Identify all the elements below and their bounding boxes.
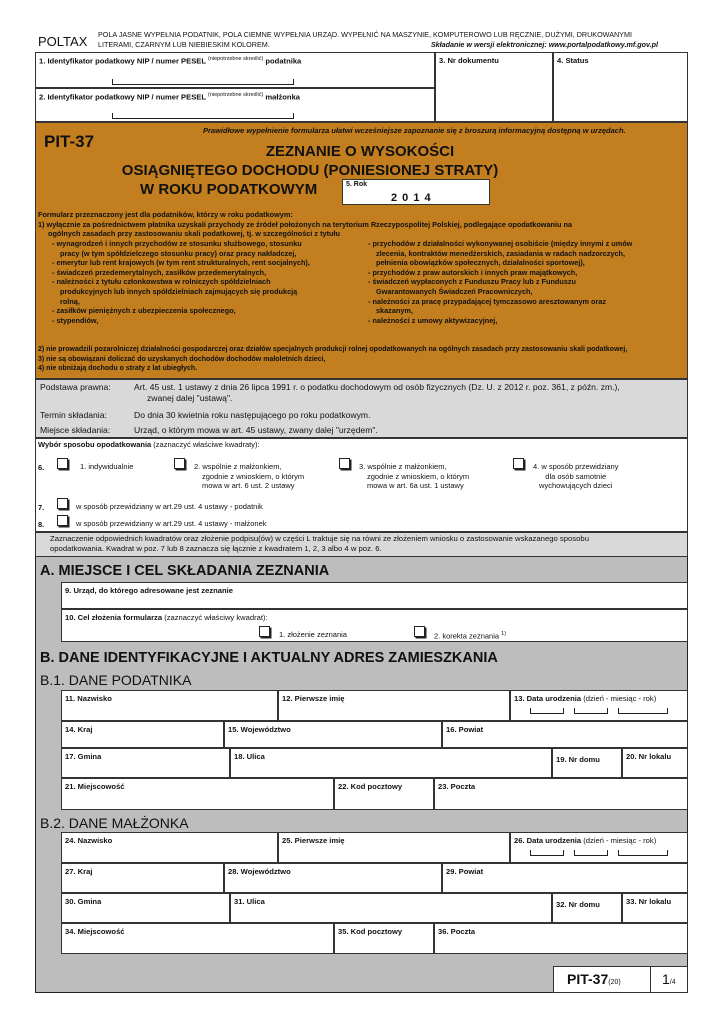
f10-hint: (zaznaczyć właściwy kwadrat): bbox=[164, 613, 268, 622]
f1-label: 1. Identyfikator podatkowy NIP / numer PESEL bbox=[39, 56, 206, 66]
purpose-right-item: Gwarantowanych Świadczeń Pracowniczych, bbox=[376, 286, 533, 296]
street-label: 18. Ulica bbox=[234, 752, 265, 761]
spouse-post-office-field[interactable] bbox=[434, 923, 688, 954]
surname-field[interactable] bbox=[61, 690, 278, 721]
flat-label: 20. Nr lokalu bbox=[626, 752, 672, 761]
spouse-dob-year bbox=[618, 850, 668, 856]
status-field bbox=[553, 52, 688, 122]
opt3-line: 3. wspólnie z małżonkiem, bbox=[359, 462, 447, 471]
purpose-text bbox=[38, 210, 683, 239]
opt3-line: zgodnie z wnioskiem, o którym bbox=[367, 471, 470, 481]
footer-page bbox=[662, 971, 676, 987]
form-purpose-field bbox=[61, 609, 688, 642]
section-b1-title: B.1. DANE PODATNIKA bbox=[40, 672, 192, 688]
spouse-flat-label: 33. Nr lokalu bbox=[626, 897, 672, 906]
form-code: PIT-37 bbox=[44, 132, 95, 151]
method-option-1-checkbox[interactable] bbox=[57, 458, 68, 469]
purpose-left-item: - należności z tytułu członkowstwa w rolniczych spółdzielniach bbox=[52, 277, 271, 287]
spouse-surname-field[interactable] bbox=[61, 832, 278, 863]
footer-divider bbox=[650, 967, 651, 992]
spouse-firstname-field[interactable] bbox=[278, 832, 510, 863]
purpose-left-item: - stypendiów, bbox=[52, 315, 99, 325]
surname-label: 11. Nazwisko bbox=[65, 694, 112, 703]
purpose-left-item: - świadczeń przedemerytalnych, zasiłków przedemerytalnych, bbox=[52, 267, 267, 277]
town-field[interactable] bbox=[61, 778, 334, 810]
spouse-town-label: 34. Miejscowość bbox=[65, 927, 125, 936]
country-label: 14. Kraj bbox=[65, 725, 93, 734]
form-title-2: OSIĄGNIĘTEGO DOCHODU (PONIESIONEJ STRATY) bbox=[121, 162, 499, 179]
spouse-dob-label: 26. Data urodzenia bbox=[514, 836, 582, 845]
spouse-birthdate-field[interactable] bbox=[510, 832, 688, 863]
spouse-house-label: 32. Nr domu bbox=[556, 900, 600, 909]
purpose-right-item: - przychodów z działalności wykonywanej osobiście (między innymi z umów bbox=[368, 239, 633, 248]
method-option-7: w sposób przewidziany w art.29 ust. 4 ustawy - podatnik bbox=[76, 502, 263, 511]
deadline-text: Do dnia 30 kwietnia roku następującego po roku podatkowym. bbox=[134, 410, 371, 420]
opt3-line: mowa w art. 6a ust. 1 ustawy bbox=[367, 481, 464, 490]
purpose-left-list bbox=[52, 239, 372, 325]
spouse-firstname-label: 25. Pierwsze imię bbox=[282, 836, 345, 845]
house-label: 19. Nr domu bbox=[556, 755, 600, 764]
form-title-1: ZEZNANIE O WYSOKOŚCI bbox=[265, 143, 455, 160]
birthdate-field[interactable] bbox=[510, 690, 688, 721]
purpose-left-item: - emerytur lub rent krajowych (w tym rent strukturalnych, rent socjalnych), bbox=[52, 258, 310, 268]
house-number-field[interactable] bbox=[552, 748, 622, 778]
purpose-p1: 1) wyłącznie za pośrednictwem płatnika uzyskali przychody ze źródeł położonych na terytorium Rzeczypospolitej Polskiej, podlegające opodatkowaniu na bbox=[38, 219, 573, 229]
commune-field[interactable] bbox=[61, 748, 230, 778]
spouse-postcode-field[interactable] bbox=[334, 923, 434, 954]
town-label: 21. Miejscowość bbox=[65, 782, 125, 791]
post-office-field[interactable] bbox=[434, 778, 688, 810]
spouse-commune-field[interactable] bbox=[61, 893, 230, 923]
footer-page-count: /4 bbox=[669, 979, 676, 986]
flat-number-field[interactable] bbox=[622, 748, 688, 778]
header-note-line2: LITERAMI, CZARNYM LUB NIEBIESKIM KOLOREM. bbox=[98, 40, 270, 49]
f2-sup: (niepotrzebne skreślić) bbox=[207, 92, 264, 98]
method-option-8-checkbox[interactable] bbox=[57, 515, 68, 526]
electronic-link[interactable]: Składanie w wersji elektronicznej: www.portalpodatkowy.mf.gov.pl bbox=[430, 40, 658, 49]
voivodeship-field[interactable] bbox=[224, 721, 442, 748]
deadline-label: Termin składania: bbox=[40, 410, 107, 420]
method-note bbox=[50, 534, 680, 554]
purpose-rest bbox=[38, 345, 686, 374]
method-option-4-checkbox[interactable] bbox=[513, 458, 524, 469]
taxpayer-id-field[interactable] bbox=[35, 52, 435, 88]
purpose-right-item: - należności za pracę przypadającej tymczasowo aresztowanym oraz bbox=[368, 296, 607, 306]
f1-tail: podatnika bbox=[265, 56, 302, 66]
spouse-post-label: 36. Poczta bbox=[438, 927, 476, 936]
spouse-commune-label: 30. Gmina bbox=[65, 897, 102, 906]
spouse-dob-day bbox=[530, 850, 564, 856]
id-ticks bbox=[112, 79, 294, 85]
purpose-right-item: - świadczeń wypłaconych z Funduszu Pracy lub z Funduszu bbox=[368, 277, 576, 287]
f4-label: 4. Status bbox=[557, 56, 589, 65]
method-option-2-checkbox[interactable] bbox=[174, 458, 185, 469]
purpose-right-item: zlecenia, kontraktów menedżerskich, zasiadania w radach nadzorczych, bbox=[376, 248, 625, 258]
purpose-p4: 4) nie obniżają dochodu o straty z lat ubiegłych. bbox=[38, 365, 198, 373]
purpose-intro: Formularz przeznaczony jest dla podatników, którzy w roku podatkowym: bbox=[38, 210, 293, 219]
footer-code bbox=[567, 971, 621, 987]
opt2-line: 2. wspólnie z małżonkiem, bbox=[194, 462, 282, 471]
opt2-line: mowa w art. 6 ust. 2 ustawy bbox=[202, 481, 295, 490]
spouse-country-field[interactable] bbox=[61, 863, 224, 893]
purpose-left-item: pracy (w tym spółdzielczego stosunku pracy) oraz pracy nakładczej, bbox=[60, 248, 297, 258]
method-label-hint: (zaznaczyć właściwe kwadraty): bbox=[153, 440, 260, 449]
dob-label: 13. Data urodzenia bbox=[514, 694, 582, 703]
postcode-label: 22. Kod pocztowy bbox=[338, 782, 403, 791]
tax-office-field[interactable] bbox=[61, 582, 688, 609]
spouse-street-field[interactable] bbox=[230, 893, 552, 923]
poltax-label: POLTAX bbox=[38, 34, 88, 49]
method-label-bold: Wybór sposobu opodatkowania bbox=[38, 440, 152, 449]
section-a-title: A. MIEJSCE I CEL SKŁADANIA ZEZNANIA bbox=[40, 563, 330, 579]
f2-label: 2. Identyfikator podatkowy NIP / numer PESEL bbox=[39, 92, 206, 102]
spouse-voivodeship-field[interactable] bbox=[224, 863, 442, 893]
field-6-number: 6. bbox=[38, 463, 45, 472]
firstname-field[interactable] bbox=[278, 690, 510, 721]
place-label: Miejsce składania: bbox=[40, 425, 111, 435]
spouse-county-label: 29. Powiat bbox=[446, 867, 484, 876]
section-b2-title: B.2. DANE MAŁŻONKA bbox=[40, 815, 189, 831]
dob-year bbox=[618, 708, 668, 714]
country-field[interactable] bbox=[61, 721, 224, 748]
method-option-7-checkbox[interactable] bbox=[57, 498, 68, 509]
year-value: 2 0 1 4 bbox=[391, 192, 432, 204]
method-option-8: w sposób przewidziany w art.29 ust. 4 ustawy - małżonek bbox=[76, 519, 267, 528]
purpose-right-item: skazanym, bbox=[376, 306, 413, 316]
dob-hint: (dzień - miesiąc - rok) bbox=[583, 694, 657, 703]
spouse-surname-label: 24. Nazwisko bbox=[65, 836, 113, 845]
basis-text: Art. 45 ust. 1 ustawy z dnia 26 lipca 1991 r. o podatku dochodowym od osób fizycznych (Dz. U. z 2012 r. poz. 361, z późn. zm.), bbox=[134, 382, 620, 392]
c2-sup: 1) bbox=[501, 631, 507, 637]
footer-page-number: 1 bbox=[662, 971, 670, 987]
voivodeship-label: 15. Województwo bbox=[228, 725, 291, 734]
year-label: 5. Rok bbox=[346, 181, 368, 188]
spouse-dob-hint: (dzień - miesiąc - rok) bbox=[583, 836, 657, 845]
purpose-submit-label: 1. złożenie zeznania bbox=[279, 630, 347, 639]
spouse-house-number-field[interactable] bbox=[552, 893, 622, 923]
f2-tail: małżonka bbox=[265, 92, 301, 102]
purpose-right-item: pełnienia obowiązków społecznych, działalności sportowej), bbox=[376, 258, 585, 268]
method-option-1: 1. indywidualnie bbox=[80, 462, 134, 471]
purpose-left-item: - wynagrodzeń i innych przychodów ze stosunku służbowego, stosunku bbox=[52, 239, 302, 248]
method-option-3 bbox=[359, 462, 469, 491]
postcode-field[interactable] bbox=[334, 778, 434, 810]
place-text: Urząd, o którym mowa w art. 45 ustawy, zwany dalej "urzędem". bbox=[134, 425, 378, 435]
f9-label: 9. Urząd, do którego adresowane jest zeznanie bbox=[65, 586, 233, 595]
c2-text: 2. korekta zeznania bbox=[434, 631, 500, 641]
header-note-line1: POLA JASNE WYPEŁNIA PODATNIK, POLA CIEMNE WYPEŁNIA URZĄD. WYPEŁNIĆ NA MASZYNIE, KOMPUTEROWO LUB RĘCZNIE, DUŻYMI, DRUKOWANYMI bbox=[98, 30, 632, 39]
id-ticks-2 bbox=[112, 113, 294, 119]
footer-box bbox=[553, 966, 688, 993]
spouse-country-label: 27. Kraj bbox=[65, 867, 93, 876]
spouse-flat-number-field[interactable] bbox=[622, 893, 688, 923]
street-field[interactable] bbox=[230, 748, 552, 778]
document-number-field bbox=[435, 52, 553, 122]
purpose-right-item: - przychodów z praw autorskich i innych praw majątkowych, bbox=[368, 267, 578, 277]
purpose-right-list bbox=[368, 239, 686, 325]
spouse-street-label: 31. Ulica bbox=[234, 897, 265, 906]
purpose-correction-label bbox=[434, 630, 506, 641]
f1-sup: (niepotrzebne skreślić) bbox=[207, 56, 264, 62]
spouse-id-field[interactable] bbox=[35, 88, 435, 122]
f10-label: 10. Cel złożenia formularza bbox=[65, 613, 163, 622]
opt4-line: 4. w sposób przewidziany bbox=[533, 462, 619, 471]
method-option-2 bbox=[194, 462, 304, 491]
purpose-left-item: rolną, bbox=[60, 296, 80, 306]
field-8-number: 8. bbox=[38, 520, 45, 529]
spouse-county-field[interactable] bbox=[442, 863, 688, 893]
spouse-dob-month bbox=[574, 850, 608, 856]
footer-code-text: PIT-37 bbox=[567, 971, 609, 987]
form-hint: Prawidłowe wypełnienie formularza ułatwi wcześniejsze zapoznanie się z broszurą informacyjną dostępną w urzędach. bbox=[203, 126, 626, 135]
opt2-line: zgodnie z wnioskiem, o którym bbox=[202, 471, 305, 481]
dob-month bbox=[574, 708, 608, 714]
method-option-4 bbox=[533, 462, 618, 491]
purpose-p2: 2) nie prowadzili pozarolniczej działalności gospodarczej oraz działów specjalnych produkcji rolnej opodatkowanych na ogólnych zasadach przy zastosowaniu skali podatkowej, bbox=[38, 346, 628, 353]
method-note-1: Zaznaczenie odpowiednich kwadratów oraz złożenie podpisu(ów) w części L traktuje się na równi ze złożeniem wniosku o zastosowanie wskazanego sposobu bbox=[50, 534, 589, 543]
f3-label: 3. Nr dokumentu bbox=[439, 56, 499, 65]
spouse-voivodeship-label: 28. Województwo bbox=[228, 867, 291, 876]
header-instructions bbox=[98, 30, 658, 50]
form-title-3: W ROKU PODATKOWYM bbox=[140, 181, 318, 198]
field-7-number: 7. bbox=[38, 503, 45, 512]
method-note-2: opodatkowania. Kwadrat w poz. 7 lub 8 zaznacza się łącznie z kwadratem 1, 2, 3 albo 4 w poz. 6. bbox=[50, 544, 382, 553]
county-field[interactable] bbox=[442, 721, 688, 748]
basis-label: Podstawa prawna: bbox=[40, 382, 111, 392]
firstname-label: 12. Pierwsze imię bbox=[282, 694, 345, 703]
purpose-correction-checkbox[interactable] bbox=[414, 626, 425, 637]
purpose-p1b: ogólnych zasadach przy zastosowaniu skali podatkowej, tj. w szczególności z tytułu bbox=[48, 229, 340, 239]
purpose-left-item: - zasiłków pieniężnych z ubezpieczenia społecznego, bbox=[52, 306, 236, 316]
opt4-line: wychowujących dzieci bbox=[539, 481, 613, 490]
purpose-submit-checkbox[interactable] bbox=[259, 626, 270, 637]
purpose-left-item: produkcyjnych lub innych spółdzielniach zajmujących się produkcją bbox=[60, 286, 298, 296]
basis-text-2: zwanej dalej "ustawą". bbox=[147, 393, 233, 403]
spouse-town-field[interactable] bbox=[61, 923, 334, 954]
opt4-line: dla osób samotnie bbox=[545, 471, 607, 481]
post-label: 23. Poczta bbox=[438, 782, 476, 791]
spouse-postcode-label: 35. Kod pocztowy bbox=[338, 927, 403, 936]
method-option-3-checkbox[interactable] bbox=[339, 458, 350, 469]
purpose-p3: 3) nie są obowiązani doliczać do uzyskanych dochodów dochodów małoletnich dzieci, bbox=[38, 355, 326, 363]
section-b-title: B. DANE IDENTYFIKACYJNE I AKTUALNY ADRES ZAMIESZKANIA bbox=[40, 650, 498, 666]
commune-label: 17. Gmina bbox=[65, 752, 102, 761]
tax-method-label bbox=[38, 440, 260, 449]
purpose-right-item: - należności z umowy aktywizacyjnej, bbox=[368, 315, 498, 325]
footer-version: (20) bbox=[608, 979, 621, 986]
dob-day bbox=[530, 708, 564, 714]
year-field[interactable] bbox=[342, 179, 490, 205]
county-label: 16. Powiat bbox=[446, 725, 484, 734]
